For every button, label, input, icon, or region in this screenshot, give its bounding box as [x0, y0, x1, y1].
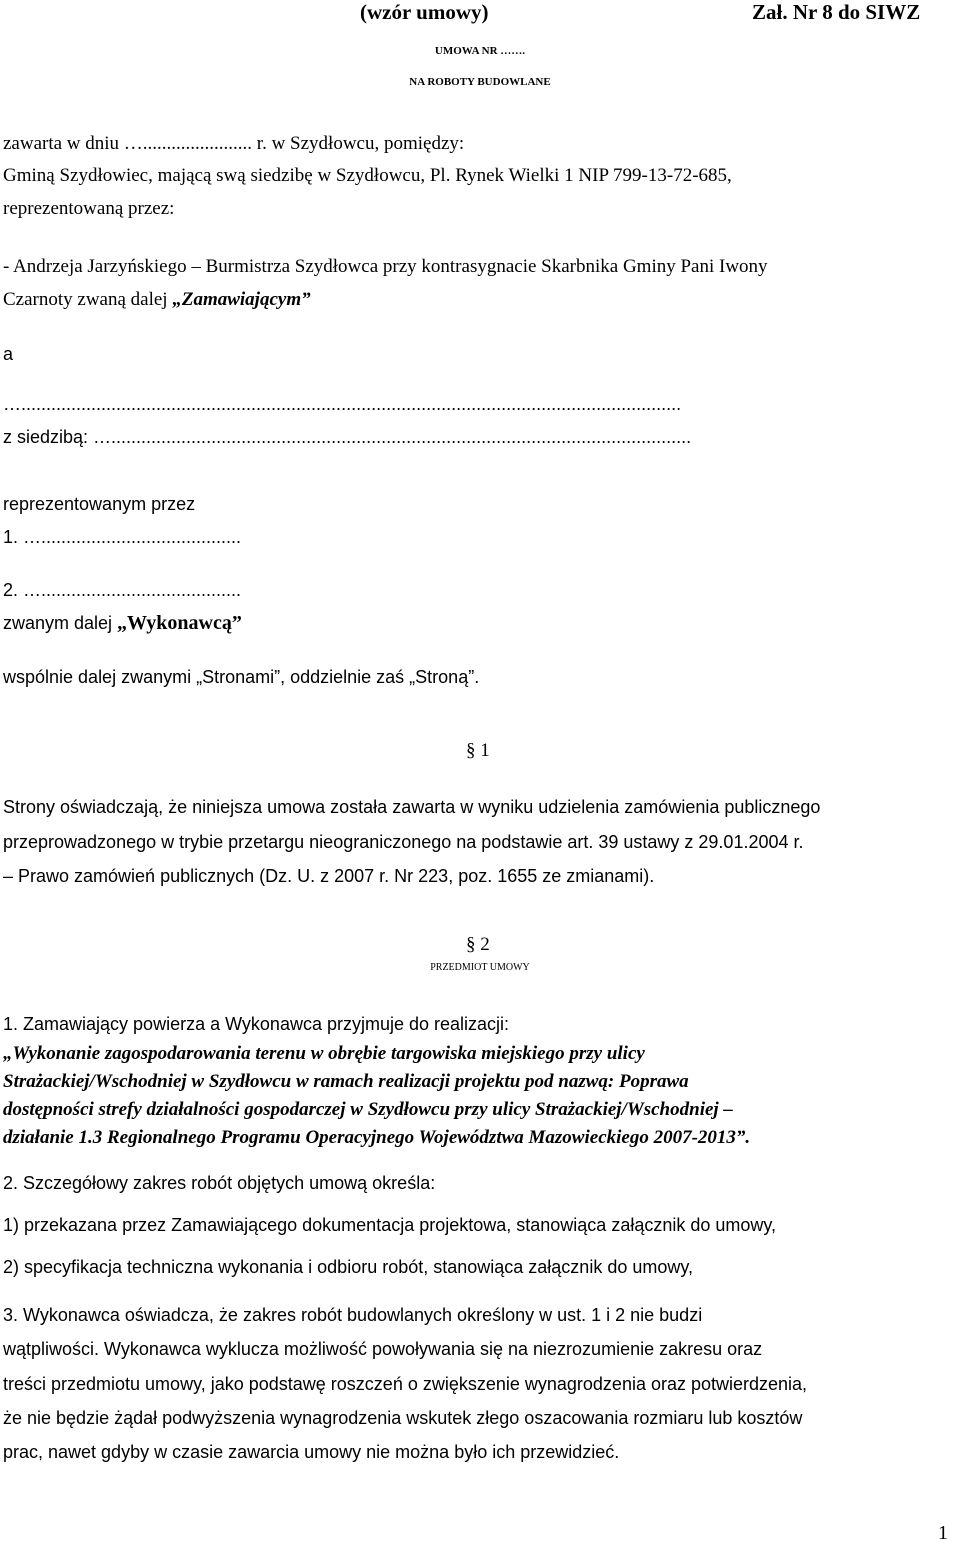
parties-definition-line: wspólnie dalej zwanymi „Stronami”, oddzielnie zaś „Stroną”.: [3, 667, 480, 687]
section-1-heading: § 1: [466, 740, 490, 761]
contractor-label-line: [3, 612, 242, 635]
ordering-party-name: „Zamawiającym”: [172, 289, 311, 310]
municipality-text: Gminą Szydłowiec, mającą swą siedzibę w Szydłowcu, Pl. Rynek Wielki 1 NIP 799-13-72-685,: [3, 165, 732, 186]
subject-line-2: Strażackiej/Wschodniej w Szydłowcu w ramach realizacji projektu pod nazwą: Poprawa: [3, 1071, 689, 1092]
contractor-name-blank: …....................................................................................................................................: [3, 394, 682, 414]
subject-line-1: „Wykonanie zagospodarowania terenu w obrębie targowiska miejskiego przy ulicy: [3, 1043, 645, 1064]
section-2-point-3-line-5: prac, nawet gdyby w czasie zawarcia umowy nie można było ich przewidzieć.: [3, 1442, 620, 1462]
contract-date-line: zawarta w dniu …....................... r. w Szydłowcu, pomiędzy:: [3, 133, 465, 154]
representative-1-blank: 1. …........................................: [3, 527, 242, 547]
contractor-represented-line: reprezentowanym przez: [3, 494, 196, 514]
contractor-label-prefix: zwanym dalej: [3, 613, 118, 633]
scope-item-2: 2) specyfikacja techniczna wykonania i odbioru robót, stanowiąca załącznik do umowy,: [3, 1257, 694, 1277]
section-2-point-3-line-3: treści przedmiotu umowy, jako podstawę roszczeń o zwiększenie wynagrodzenia oraz potwierdzenia,: [3, 1374, 808, 1394]
section-2-point-1: 1. Zamawiający powierza a Wykonawca przyjmuje do realizacji:: [3, 1014, 510, 1034]
conjunction-a: a: [3, 344, 14, 364]
section-1-line-2: przeprowadzonego w trybie przetargu nieograniczonego na podstawie art. 39 ustawy z 29.01.2004 r.: [3, 832, 804, 852]
subject-line-3: dostępności strefy działalności gospodarczej w Szydłowcu przy ulicy Strażackiej/Wschodniej –: [3, 1099, 733, 1120]
section-2-point-3-line-1: 3. Wykonawca oświadcza, że zakres robót budowlanych określony w ust. 1 i 2 nie budzi: [3, 1305, 703, 1325]
ordering-party-prefix: Czarnoty zwaną dalej: [3, 289, 173, 310]
ordering-party-line: [3, 289, 311, 311]
document-label: (wzór umowy): [360, 0, 489, 24]
subject-line-4: działanie 1.3 Regionalnego Programu Operacyjnego Województwa Mazowieckiego 2007-2013”.: [3, 1127, 751, 1148]
section-2-subheading: PRZEDMIOT UMOWY: [430, 962, 530, 973]
section-2-point-2: 2. Szczegółowy zakres robót objętych umową określa:: [3, 1173, 436, 1193]
scope-item-1: 1) przekazana przez Zamawiającego dokumentacja projektowa, stanowiąca załącznik do umowy,: [3, 1215, 777, 1235]
section-2-point-3-line-4: że nie będzie żądał podwyższenia wynagrodzenia wskutek złego oszacowania rozmiaru lub kosztów: [3, 1408, 803, 1428]
contract-type-title: NA ROBOTY BUDOWLANE: [409, 76, 551, 88]
municipality-line: [3, 165, 955, 187]
section-2-point-3-line-2: wątpliwości. Wykonawca wyklucza możliwość powoływania się na niezrozumienie zakresu oraz: [3, 1339, 763, 1359]
contractor-seat-line: z siedzibą: …....................................................................................................................: [3, 427, 692, 447]
section-1-line-3: – Prawo zamówień publicznych (Dz. U. z 2007 r. Nr 223, poz. 1655 ze zmianami).: [3, 866, 655, 886]
attachment-label: Zał. Nr 8 do SIWZ: [752, 0, 921, 24]
section-1-line-1: Strony oświadczają, że niniejsza umowa została zawarta w wyniku udzielenia zamówienia publicznego: [3, 797, 821, 817]
page-number: 1: [938, 1522, 948, 1544]
represented-by-line: reprezentowaną przez:: [3, 198, 175, 219]
contract-number-title: UMOWA NR …….: [434, 45, 526, 57]
mayor-line: - Andrzeja Jarzyńskiego – Burmistrza Szydłowca przy kontrasygnacie Skarbnika Gminy Pani Iwony: [3, 256, 768, 277]
representative-2-blank: 2. …........................................: [3, 580, 242, 600]
contractor-label: „Wykonawcą”: [117, 612, 242, 634]
section-2-heading: § 2: [466, 934, 490, 955]
